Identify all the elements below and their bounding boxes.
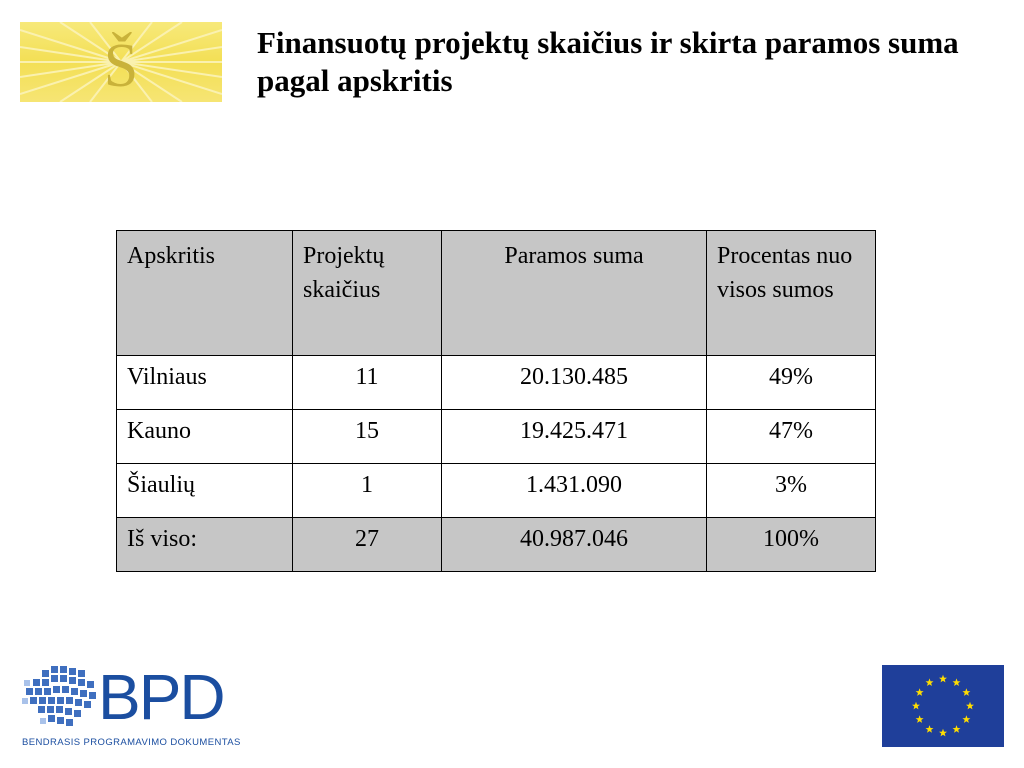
page-title: Finansuotų projektų skaičius ir skirta paramos suma pagal apskritis — [257, 25, 959, 98]
eu-star-icon — [939, 675, 947, 683]
eu-star-icon — [953, 725, 961, 733]
table-row — [117, 464, 876, 518]
cell-total-label: Iš viso: — [117, 518, 293, 572]
table-total-row — [117, 518, 876, 572]
cell-total-percent: 100% — [707, 518, 876, 572]
cell-amount: 19.425.471 — [442, 410, 707, 464]
lithuania-map-icon — [20, 660, 100, 738]
eu-star-icon — [966, 702, 974, 710]
cell-project-count: 11 — [293, 356, 442, 410]
bpd-logo-text: BPD — [98, 661, 224, 733]
table-row — [117, 356, 876, 410]
cell-region: Šiaulių — [117, 464, 293, 518]
eu-star-icon — [916, 715, 924, 723]
eu-star-icon — [962, 715, 970, 723]
bpd-logo-caption: BENDRASIS PROGRAMAVIMO DOKUMENTAS — [22, 737, 241, 748]
eu-flag-icon — [882, 665, 1004, 747]
eu-star-icon — [953, 678, 961, 686]
funding-table — [116, 230, 876, 572]
cell-total-amount: 40.987.046 — [442, 518, 707, 572]
cell-amount: 1.431.090 — [442, 464, 707, 518]
eu-star-icon — [962, 688, 970, 696]
eu-star-icon — [912, 702, 920, 710]
cell-percent: 47% — [707, 410, 876, 464]
header-paramos-suma: Paramos suma — [442, 231, 707, 356]
cell-percent: 3% — [707, 464, 876, 518]
eu-star-icon — [926, 678, 934, 686]
header-projektu-skaicius: Projektų skaičius — [293, 231, 442, 356]
header-apskritis: Apskritis — [117, 231, 293, 356]
eu-star-icon — [939, 729, 947, 737]
cell-percent: 49% — [707, 356, 876, 410]
svg-text:Š: Š — [103, 32, 139, 100]
table-row — [117, 410, 876, 464]
table-header-row — [117, 231, 876, 356]
sun-emblem-logo — [20, 22, 222, 102]
cell-amount: 20.130.485 — [442, 356, 707, 410]
cell-region: Vilniaus — [117, 356, 293, 410]
eu-star-icon — [926, 725, 934, 733]
cell-region: Kauno — [117, 410, 293, 464]
eu-star-icon — [916, 688, 924, 696]
cell-project-count: 1 — [293, 464, 442, 518]
cell-total-count: 27 — [293, 518, 442, 572]
header-procentas: Procentas nuo visos sumos — [707, 231, 876, 356]
cell-project-count: 15 — [293, 410, 442, 464]
